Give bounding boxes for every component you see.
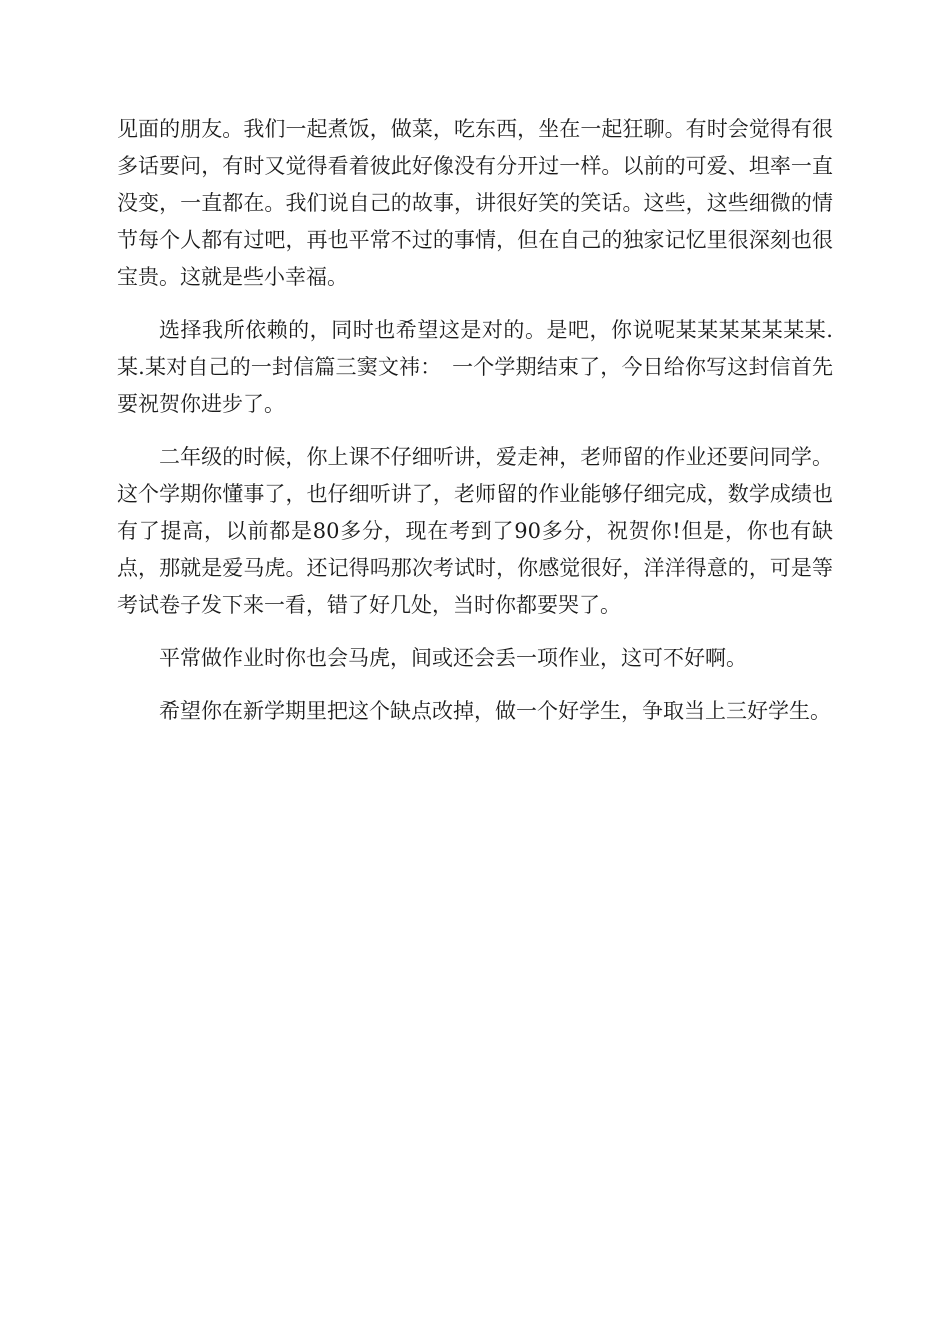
document-body — [117, 111, 833, 746]
paragraph-3: 二年级的时候，你上课不仔细听讲，爱走神，老师留的作业还要问同学。这个学期你懂事了，也仔细听讲了，老师留的作业能够仔细完成，数学成绩也有了提高，以前都是80多分，现在考到了90多分，祝贺你!但是，你也有缺点，那就是爱马虎。还记得吗那次考试时，你感觉很好，洋洋得意的，可是等考试卷子发下来一看，错了好几处，当时你都要哭了。 — [117, 445, 833, 617]
paragraph-2: 选择我所依赖的，同时也希望这是对的。是吧，你说呢某某某某某某某.某.某对自己的一封信篇三窦文祎： 一个学期结束了，今日给你写这封信首先要祝贺你进步了。 — [117, 318, 833, 416]
paragraph-4: 平常做作业时你也会马虎，间或还会丢一项作业，这可不好啊。 — [159, 646, 747, 670]
paragraph-5: 希望你在新学期里把这个缺点改掉，做一个好学生，争取当上三好学生。 — [159, 699, 831, 723]
paragraph-1: 见面的朋友。我们一起煮饭，做菜，吃东西，坐在一起狂聊。有时会觉得有很多话要问，有时又觉得看着彼此好像没有分开过一样。以前的可爱、坦率一直没变，一直都在。我们说自己的故事，讲很好笑的笑话。这些，这些细微的情节每个人都有过吧，再也平常不过的事情，但在自己的独家记忆里很深刻也很宝贵。这就是些小幸福。 — [117, 117, 833, 289]
